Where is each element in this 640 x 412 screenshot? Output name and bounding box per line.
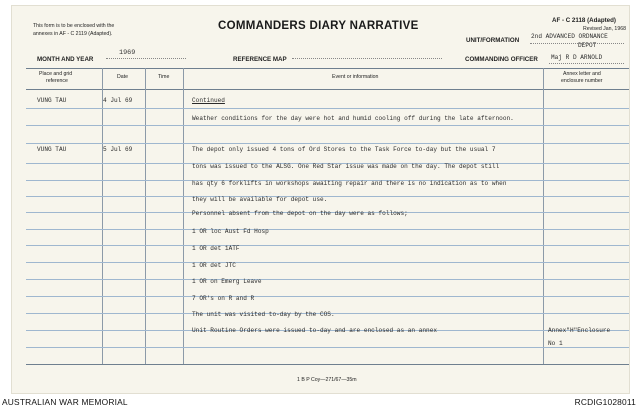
footer-record-id: RCDIG1028011 — [574, 397, 636, 407]
unit-value-line-2: DEPOT — [578, 42, 597, 49]
column-header-time: Time — [158, 74, 170, 80]
ruled-line — [26, 279, 629, 280]
entry-text: Personnel absent from the depot on the day were as follows; — [192, 210, 408, 217]
form-note-line-1: This form is to be enclosed with the — [33, 23, 115, 29]
ruled-line — [26, 125, 629, 126]
entry-text: Weather conditions for the day were hot and humid cooling off during the late afternoon. — [192, 115, 514, 122]
co-dotted-line — [549, 63, 624, 64]
month-year-value: 1969 — [119, 49, 136, 57]
entry-place: VUNG TAU — [37, 146, 67, 153]
form-code: AF - C 2118 (Adapted) — [552, 17, 616, 24]
entry-date: 4 Jul 69 — [103, 97, 133, 104]
entry-text: 1 OR det 1ATF — [192, 245, 240, 252]
column-header-annex: Annex letter and — [563, 71, 601, 77]
map-dotted-line — [292, 58, 442, 59]
table-top-border — [26, 68, 629, 69]
page-title: COMMANDERS DIARY NARRATIVE — [218, 20, 419, 32]
printer-code: 1 B P Coy—271/67—35m — [297, 377, 357, 383]
entry-text: 1 OR loc Aust Fd Hosp — [192, 228, 269, 235]
ruled-line — [26, 296, 629, 297]
month-year-label: MONTH AND YEAR — [37, 56, 94, 63]
entry-text: 7 OR's on R and R — [192, 295, 255, 302]
table-bottom-border — [26, 364, 629, 365]
entry-text: Continued — [192, 97, 225, 104]
ruled-line — [26, 108, 629, 109]
column-divider — [183, 68, 184, 364]
form-note-line-2: annexes in AF - C 2119 (Adapted). — [33, 31, 113, 37]
entry-text: tons was issued to the ALSG. One Red Star issue was made on the day. The depot still — [192, 163, 500, 170]
column-header-date: Date — [117, 74, 128, 80]
reference-map-label: REFERENCE MAP — [233, 56, 287, 63]
column-header-event: Event or information — [332, 74, 379, 80]
ruled-line — [26, 347, 629, 348]
ruled-line — [26, 245, 629, 246]
column-divider — [543, 68, 544, 364]
entry-annex: Annex"H"Enclosure — [548, 327, 611, 334]
entry-place: VUNG TAU — [37, 97, 67, 104]
entry-text: The unit was visited to-day by the COS. — [192, 311, 335, 318]
month-dotted-line — [106, 58, 186, 59]
commanding-officer-value: Maj R D ARNOLD — [551, 54, 603, 61]
column-header-annex-2: enclosure number — [561, 78, 603, 84]
entry-text: has qty 6 forklifts in workshops awaiting repair and there is no indication as to when — [192, 180, 507, 187]
ruled-line — [26, 229, 629, 230]
unit-value-line-1: 2nd ADVANCED ORDNANCE — [531, 33, 608, 40]
column-divider — [145, 68, 146, 364]
revised-date: Revised Jan, 1968 — [583, 26, 626, 32]
column-divider — [102, 68, 103, 364]
header-bottom-border — [26, 89, 629, 90]
column-header-place-2: reference — [46, 78, 68, 84]
unit-label: UNIT/FORMATION — [466, 37, 520, 44]
ruled-line — [26, 262, 629, 263]
column-header-place: Place and grid — [39, 71, 73, 77]
entry-text: 1 OR det JTC — [192, 262, 236, 269]
entry-text: they will be available for depot use. — [192, 196, 328, 203]
footer-source: AUSTRALIAN WAR MEMORIAL — [2, 397, 128, 407]
entry-text: 1 OR on Emerg Leave — [192, 278, 262, 285]
entry-date: 5 Jul 69 — [103, 146, 133, 153]
entry-text: The depot only issued 4 tons of Ord Stores to the Task Force to-day but the usual 7 — [192, 146, 496, 153]
entry-text: Unit Routine Orders were issued to-day and are enclosed as an annex — [192, 327, 438, 334]
entry-annex: No 1 — [548, 340, 563, 347]
commanding-officer-label: COMMANDING OFFICER — [465, 56, 538, 63]
ruled-line — [26, 143, 629, 144]
ruled-line — [26, 196, 629, 197]
unit-dotted-line — [530, 43, 624, 44]
